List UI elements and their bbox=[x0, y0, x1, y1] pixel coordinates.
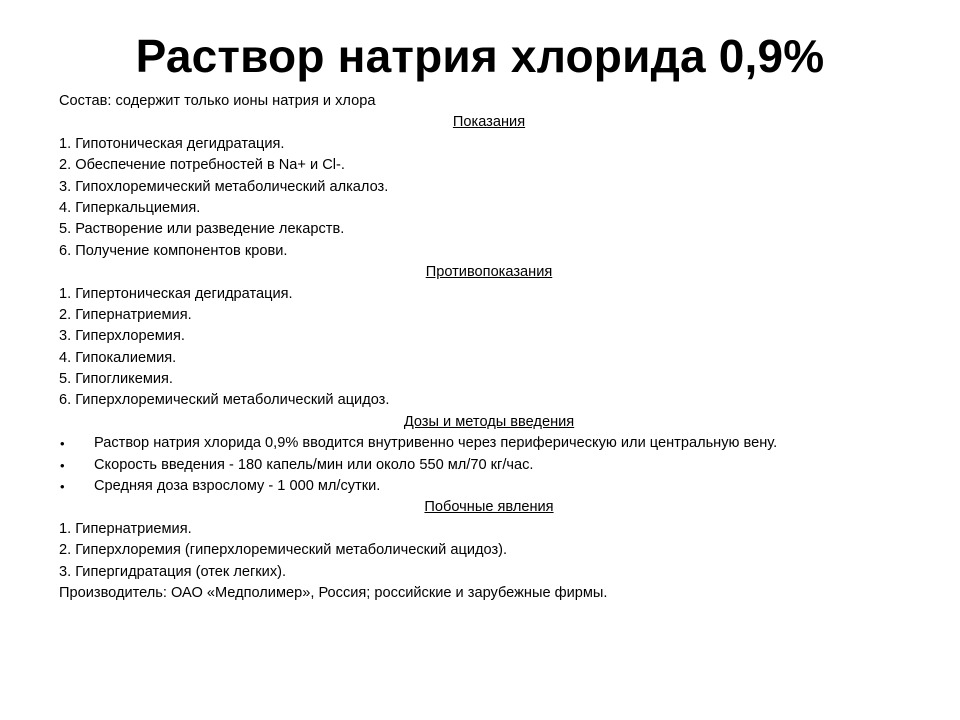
contraindication-item: 2. Гипернатриемия. bbox=[59, 306, 192, 323]
side-effects-heading: Побочные явления bbox=[424, 499, 554, 516]
contraindication-item: 6. Гиперхлоремический метаболический ацидоз. bbox=[59, 392, 390, 409]
composition-text: Состав: содержит только ионы натрия и хлора bbox=[59, 93, 376, 109]
slide-content bbox=[59, 91, 919, 604]
side-effect-item: 1. Гипернатриемия. bbox=[59, 520, 192, 537]
indication-item: 5. Растворение или разведение лекарств. bbox=[59, 221, 345, 238]
contraindications-heading: Противопоказания bbox=[425, 264, 553, 281]
manufacturer-text: Производитель: ОАО «Медполимер», Россия; российские и зарубежные фирмы. bbox=[59, 584, 608, 601]
bullet-icon: • bbox=[60, 457, 65, 473]
contraindication-item: 5. Гипогликемия. bbox=[59, 371, 173, 388]
dosage-item bbox=[59, 455, 919, 476]
indications-heading: Показания bbox=[452, 114, 526, 131]
indication-item: 2. Обеспечение потребностей в Na+ и Cl-. bbox=[59, 157, 345, 174]
indication-item: 1. Гипотоническая дегидратация. bbox=[59, 135, 285, 152]
slide-title: Раствор натрия хлорида 0,9% bbox=[135, 30, 825, 82]
indication-item: 3. Гипохлоремический метаболический алкалоз. bbox=[59, 178, 389, 195]
side-effect-item: 3. Гипергидратация (отек легких). bbox=[59, 563, 287, 580]
dosage-item-text: Средняя доза взрослому - 1 000 мл/сутки. bbox=[94, 478, 381, 495]
bullet-icon: • bbox=[60, 479, 65, 495]
indication-item: 6. Получение компонентов крови. bbox=[59, 242, 288, 259]
contraindication-item: 4. Гипокалиемия. bbox=[59, 349, 177, 366]
dosage-item bbox=[59, 433, 919, 454]
side-effect-item: 2. Гиперхлоремия (гиперхлоремический метаболический ацидоз). bbox=[59, 542, 508, 559]
contraindication-item: 1. Гипертоническая дегидратация. bbox=[59, 285, 293, 302]
indication-item: 4. Гиперкальциемия. bbox=[59, 199, 201, 216]
bullet-icon: • bbox=[60, 436, 65, 452]
dosage-item bbox=[59, 476, 919, 497]
dosage-heading: Дозы и методы введения bbox=[403, 413, 575, 430]
dosage-item-text: Скорость введения - 180 капель/мин или около 550 мл/70 кг/час. bbox=[94, 456, 534, 473]
dosage-item-text: Раствор натрия хлорида 0,9% вводится внутривенно через периферическую или центральную вену. bbox=[94, 435, 778, 452]
contraindication-item: 3. Гиперхлоремия. bbox=[59, 328, 185, 345]
